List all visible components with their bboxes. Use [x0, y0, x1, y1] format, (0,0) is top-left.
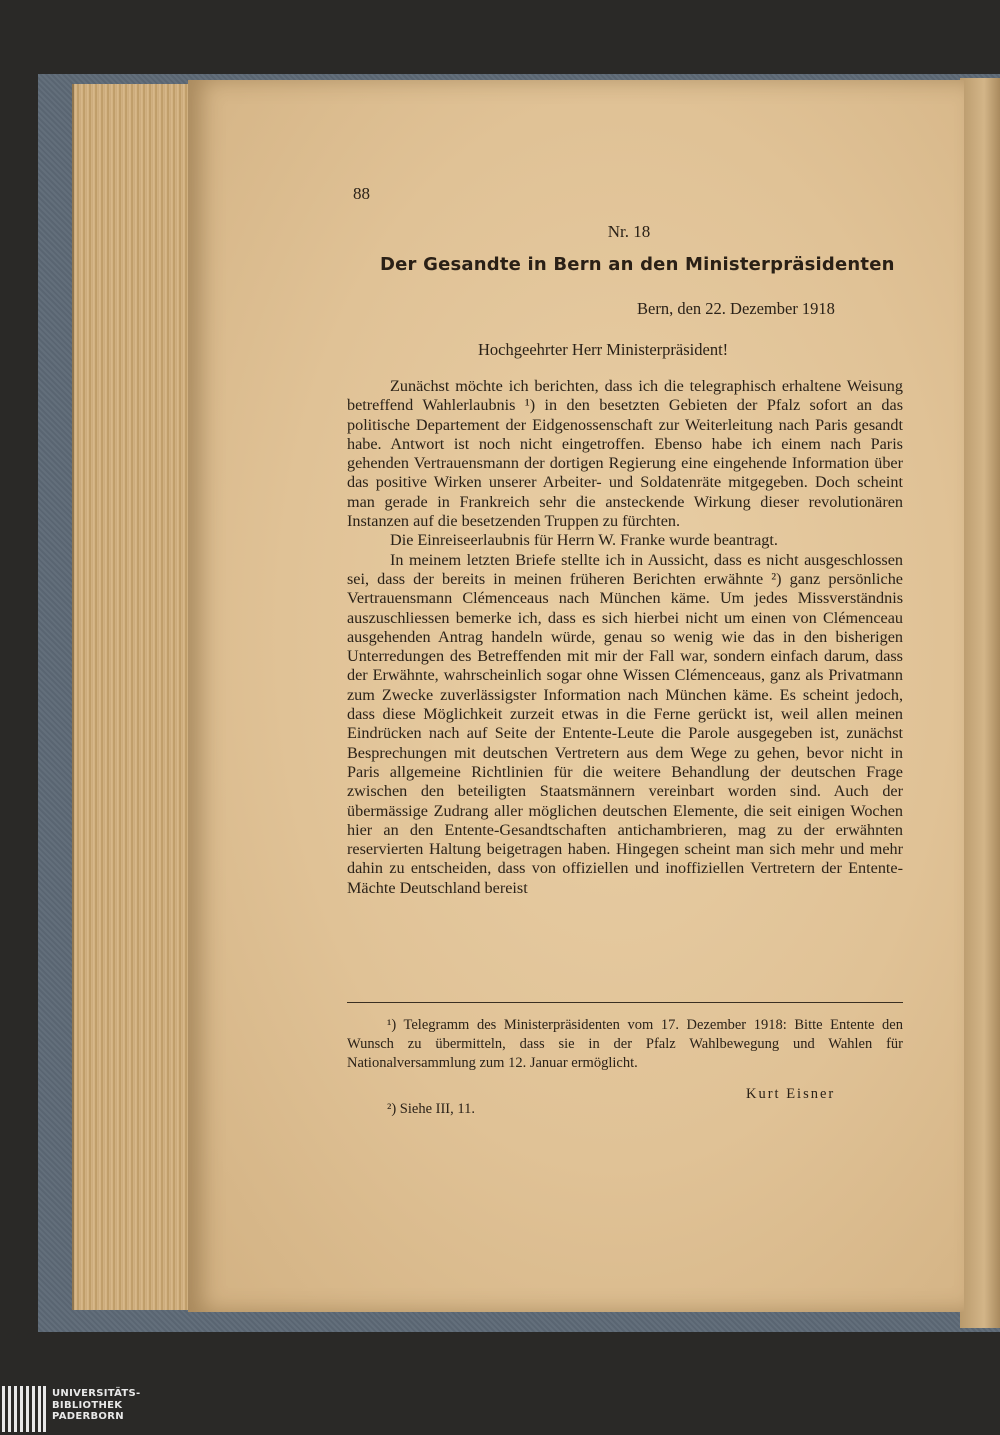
paragraph: In meinem letzten Briefe stellte ich in Aussicht, dass es nicht ausgeschlossen sei, dass der bereits in meinen früheren Berichten erwähnte ²) ganz persönliche Vertrauensmann Clémenceaus nach München käme. Um jedes Missverständnis auszuschliessen bemerke ich, dass es sich hierbei nicht um einen von Clémenceau ausgehenden Antrag handeln würde, genau so wenig wie das in den bisherigen Unterredungen des Betreffenden mit mir der Fall war, sondern einfach darum, dass der Erwähnte, wahrscheinlich sogar ohne Wissen Clémenceaus, ganz als Privatmann zum Zwecke zuverlässigster Information nach München käme. Es scheint jedoch, dass diese Möglichkeit zurzeit etwas in die Ferne gerückt ist, weil allen meinen Eindrücken nach auf Seite der Entente-Leute die Parole ausgegeben ist, zunächst Besprechungen mit deutschen Vertretern aus dem Wege zu gehen, bevor nicht in Paris allgemeine Richtlinien für die weitere Behandlung der deutschen Frage zwischen den beteiligten Staatsmännern vereinbart worden sind. Auch der übermässige Zudrang aller möglichen deutschen Elemente, die seit einigen Wochen hier an den Entente-Gesandtschaften antichambrieren, mag zu der erwähnten reservierten Haltung beigetragen haben. Hingegen scheint man sich mehr und mehr dahin zu entscheiden, dass von offiziellen und inoffiziellen Vertretern der Entente-Mächte Deutschland bereist: [347, 550, 903, 897]
paragraph: Die Einreiseerlaubnis für Herrn W. Franke wurde beantragt.: [390, 531, 778, 550]
facing-page-edge: [960, 78, 1000, 1328]
salutation: Hochgeehrter Herr Ministerpräsident!: [478, 340, 729, 359]
library-logo-icon: [2, 1386, 46, 1432]
dateline: Bern, den 22. Dezember 1918: [637, 299, 835, 318]
footnote-1: ¹) Telegramm des Ministerpräsidenten vom 17. Dezember 1918: Bitte Entente den Wunsch zu übermitteln, dass sie in der Pfalz Wahlbewegung und Wahlen für Nationalversammlung zum 12. Januar ermöglicht.: [347, 1017, 903, 1071]
page-number: 88: [353, 184, 370, 203]
logo-line: UNIVERSITÄTS-: [52, 1388, 141, 1399]
paragraph: Zunächst möchte ich berichten, dass ich die telegraphisch erhaltene Weisung betreffend Wahlerlaubnis ¹) in den besetzten Gebieten der Pfalz sofort an das politische Departement der Eidgenossenschaft zur Weiterleitung nach Paris gesandt habe. Antwort ist noch nicht eingetroffen. Ebenso habe ich einem nach Paris gehenden Vertrauensmann der dortigen Regierung eine eingehende Information über das positive Wirken unserer Arbeiter- und Soldatenräte mitgegeben. Doch scheint man gerade in Frankreich sehr die ansteckende Wirkung dieser revolutionären Instanzen auf die besetzenden Truppen zu fürchten.: [347, 377, 903, 531]
library-logo-text: [52, 1388, 141, 1423]
footnotes: [347, 1016, 903, 1073]
logo-line: BIBLIOTHEK: [52, 1399, 123, 1411]
library-logo: [0, 1386, 170, 1435]
page-stack-edge: [72, 84, 192, 1310]
document-number: Nr. 18: [607, 222, 651, 241]
footnote-signature: Kurt Eisner: [746, 1086, 836, 1102]
footnote-2: ²) Siehe III, 11.: [387, 1101, 475, 1117]
document-heading: Der Gesandte in Bern an den Ministerpräsidenten: [380, 254, 895, 275]
logo-line: PADERBORN: [52, 1411, 124, 1422]
letter-body: [347, 377, 903, 898]
footnote-divider: [347, 1002, 903, 1003]
